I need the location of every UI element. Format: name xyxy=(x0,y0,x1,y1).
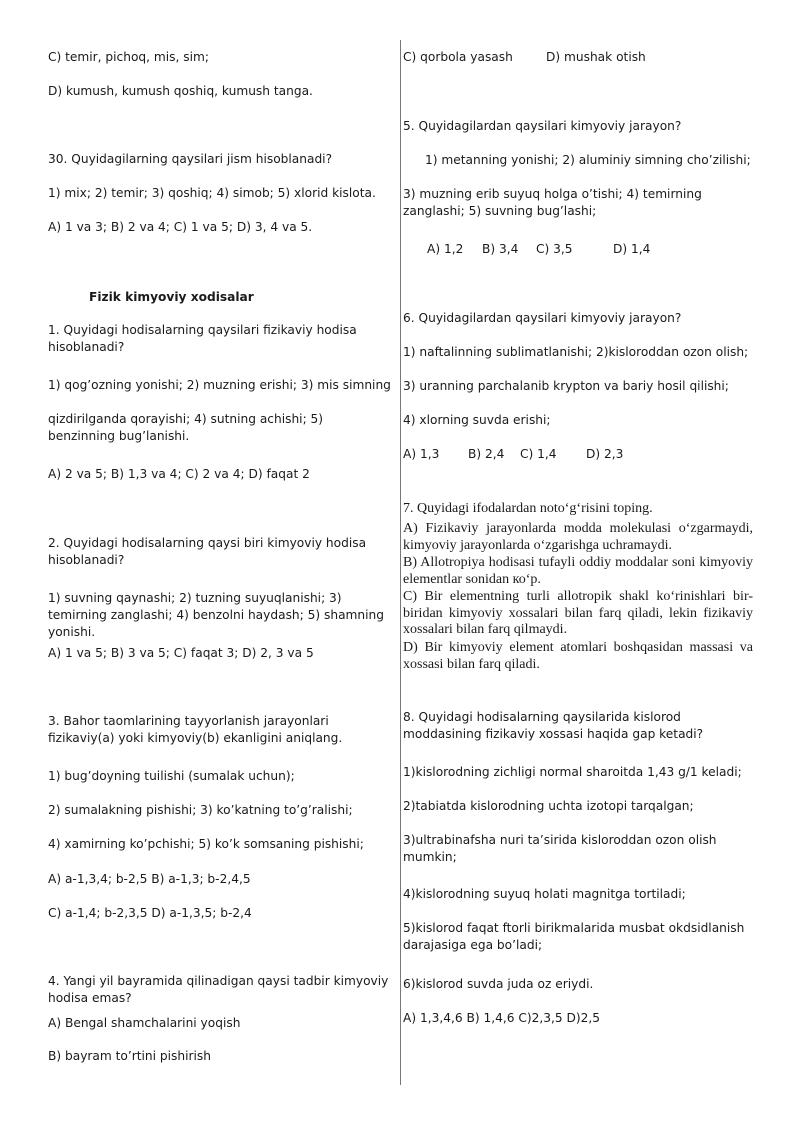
question-6-option-d: D) 2,3 xyxy=(586,447,624,461)
question-30-items: 1) mix; 2) temir; 3) qoshiq; 4) simob; 5) xlorid kislota. xyxy=(48,186,376,200)
question-2: 2. Quyidagi hodisalarning qaysi biri kimyoviy hodisa hisoblanadi? xyxy=(48,536,367,567)
question-6-option-c: C) 1,4 xyxy=(520,447,557,461)
question-8-item-6: 6)kislorod suvda juda oz eriydi. xyxy=(403,977,594,991)
question-6-items-c: 4) xlorning suvda erishi; xyxy=(403,413,551,427)
question-3-options-1: A) a-1,3,4; b-2,5 B) a-1,3; b-2,4,5 xyxy=(48,872,251,886)
question-8-item-5: 5)kislorod faqat ftorli birikmalarida musbat okdsidlanish darajasiga ega bo’ladi; xyxy=(403,921,745,952)
question-6-items-a: 1) naftalinning sublimatlanishi; 2)kisloroddan ozon olish; xyxy=(403,345,749,359)
question-3: 3. Bahor taomlarining tayyorlanish jarayonlari fizikaviy(a) yoki kimyoviy(b) ekanligini aniqlang. xyxy=(48,714,343,745)
question-5-items-b: 3) muzning erib suyuq holga o’tishi; 4) temirning zanglashi; 5) suvning bug’lashi; xyxy=(403,187,702,218)
question-5: 5. Quyidagilardan qaysilari kimyoviy jarayon? xyxy=(403,119,682,133)
question-1-items-a: 1) qog’ozning yonishi; 2) muzning erishi; 3) mis simning xyxy=(48,378,391,392)
question-1-options: A) 2 va 5; B) 1,3 va 4; C) 2 va 4; D) faqat 2 xyxy=(48,467,310,481)
question-5-option-a: A) 1,2 xyxy=(427,242,464,256)
question-4: 4. Yangi yil bayramida qilinadigan qaysi tadbir kimyoviy hodisa emas? xyxy=(48,974,389,1005)
section-title: Fizik kimyoviy xodisalar xyxy=(89,290,254,304)
question-7-option-a: A) Fizikaviy jarayonlarda modda molekulasi o‘zgarmaydi, kimyoviy jarayonlarda o‘zgarishga uchramaydi. xyxy=(403,521,753,553)
question-3-options-2: C) a-1,4; b-2,3,5 D) a-1,3,5; b-2,4 xyxy=(48,906,252,920)
question-4-option-a: A) Bengal shamchalarini yoqish xyxy=(48,1016,241,1030)
question-6-option-b: B) 2,4 xyxy=(468,447,505,461)
question-6: 6. Quyidagilardan qaysilari kimyoviy jarayon? xyxy=(403,311,682,325)
question-2-options: A) 1 va 5; B) 3 va 5; C) faqat 3; D) 2, 3 va 5 xyxy=(48,646,314,660)
question-2-items: 1) suvning qaynashi; 2) tuzning suyuqlanishi; 3) temirning zanglashi; 4) benzolni haydash; 5) shamning yonishi. xyxy=(48,591,384,639)
question-4-option-b: B) bayram to’rtini pishirish xyxy=(48,1049,211,1063)
question-8: 8. Quyidagi hodisalarning qaysilarida kislorod moddasining fizikaviy xossasi haqida gap ketadi? xyxy=(403,710,704,741)
question-8-item-4: 4)kislorodning suyuq holati magnitga tortiladi; xyxy=(403,887,686,901)
question-5-option-b: B) 3,4 xyxy=(482,242,519,256)
question-30-options: A) 1 va 3; B) 2 va 4; C) 1 va 5; D) 3, 4 va 5. xyxy=(48,220,313,234)
question-3-item-b: 2) sumalakning pishishi; 3) ko’katning to’g’ralishi; xyxy=(48,803,353,817)
question-4-option-d: D) mushak otish xyxy=(546,50,646,64)
question-4-option-c: C) qorbola yasash xyxy=(403,50,513,64)
question-5-option-d: D) 1,4 xyxy=(613,242,651,256)
question-6-items-b: 3) uranning parchalanib krypton va bariy hosil qilishi; xyxy=(403,379,729,393)
question-3-item-c: 4) xamirning ko’pchishi; 5) ko’k somsaning pishishi; xyxy=(48,837,364,851)
question-6-option-a: A) 1,3 xyxy=(403,447,440,461)
question-8-options: A) 1,3,4,6 B) 1,4,6 C)2,3,5 D)2,5 xyxy=(403,1011,601,1025)
answer-option-d: D) kumush, kumush qoshiq, kumush tanga. xyxy=(48,84,313,98)
question-7-option-b: B) Allotropiya hodisasi tufayli oddiy moddalar soni kimyoviy elementlar sonidan ко‘p. xyxy=(403,555,753,587)
question-5-items-a: 1) metanning yonishi; 2) aluminiy simning cho’zilishi; xyxy=(425,153,751,167)
question-8-item-2: 2)tabiatda kislorodning uchta izotopi tarqalgan; xyxy=(403,799,694,813)
question-7-option-d: D) Bir kimyoviy element atomlari boshqasidan massasi va xossasi bilan farq qiladi. xyxy=(403,640,753,672)
question-7-option-c: C) Bir elementning turli allotropik shakl ko‘rinishlari bir-biridan kimyoviy xossalari bilan farq qiladi, lekin fizikaviy xossalari bilan farq qilmaydi. xyxy=(403,589,753,637)
question-7: 7. Quyidagi ifodalardan noto‘g‘risini toping. xyxy=(403,501,653,516)
question-8-item-1: 1)kislorodning zichligi normal sharoitda 1,43 g/1 keladi; xyxy=(403,765,742,779)
answer-option-c: C) temir, pichoq, mis, sim; xyxy=(48,50,209,64)
column-divider xyxy=(400,40,401,1085)
question-8-item-3: 3)ultrabinafsha nuri ta’sirida kisloroddan ozon olish mumkin; xyxy=(403,833,717,864)
question-3-item-a: 1) bug’doyning tuilishi (sumalak uchun); xyxy=(48,769,295,783)
question-1: 1. Quyidagi hodisalarning qaysilari fizikaviy hodisa hisoblanadi? xyxy=(48,323,357,354)
question-1-items-b: qizdirilganda qorayishi; 4) sutning achishi; 5) benzinning bug’lanishi. xyxy=(48,412,324,443)
question-5-option-c: C) 3,5 xyxy=(536,242,573,256)
question-30: 30. Quyidagilarning qaysilari jism hisoblanadi? xyxy=(48,152,333,166)
